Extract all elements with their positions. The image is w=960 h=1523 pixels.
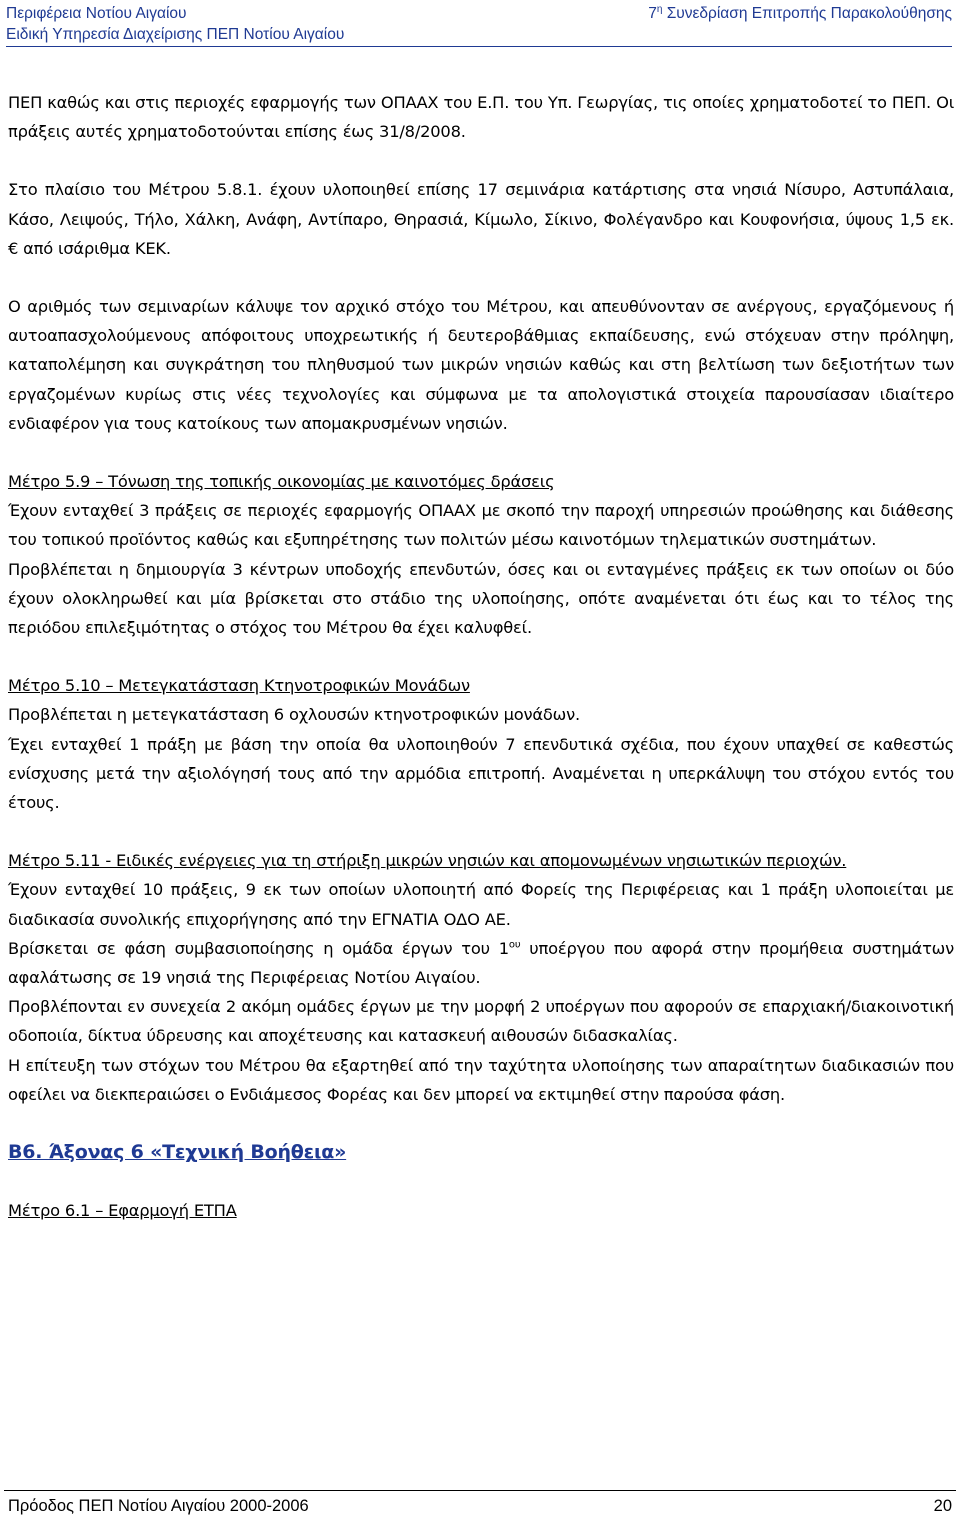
paragraph-5-9-centers: Προβλέπεται η δημιουργία 3 κέντρων υποδοχής επενδυτών, όσες και οι ενταγμένες πράξεις εκ των οποίων οι δύο έχουν ολοκληρωθεί και μία βρίσκεται στο στάδιο της υλοποίησης, οπότε αναμένεται ότι έως και το τέλος της περιόδου επιλεξιμότητας ο στόχος του Μέτρου θα έχει καλυφθεί. [8, 559, 954, 638]
footer-title: Πρόοδος ΠΕΠ Νοτίου Αιγαίου 2000-2006 [8, 1497, 309, 1515]
page-header [0, 0, 960, 46]
heading-measure-5-11: Μέτρο 5.11 - Ειδικές ενέργειες για τη στήριξη μικρών νησιών και απομονωμένων νησιωτικών περιοχών. [8, 851, 847, 871]
paragraph-measure-5-8-1: Στο πλαίσιο του Μέτρου 5.8.1. έχουν υλοποιηθεί επίσης 17 σεμινάρια κατάρτισης στα νησιά Νίσυρο, Αστυπάλαια, Κάσο, Λειψούς, Τήλο, Χάλκη, Ανάφη, Αντίπαρο, Θηρασιά, Κίμωλο, Σίκινο, Φολέγανδρο και Κουφονήσια, ύψους 1,5 εκ. € από ισάριθμα ΚΕΚ. [8, 180, 954, 258]
header-meeting-title: Συνεδρίαση Επιτροπής Παρακολούθησης [662, 5, 952, 22]
desalination-text-b: υποέργου που αφορά στην προμήθεια συστημάτων αφαλάτωσης σε 19 νησιά της Περιφέρειας Νοτίου Αιγαίου. [8, 938, 954, 988]
header-meeting-number: 7 [648, 5, 657, 22]
paragraph-5-11-desalination [8, 934, 954, 992]
paragraph-5-11-outlook: Η επίτευξη των στόχων του Μέτρου θα εξαρτηθεί από την ταχύτητα υλοποίησης των απαραίτητων διαδικασιών που οφείλει να διεκπεραιώσει ο Ενδιάμεσος Φορέας και δεν μπορεί να εκτιμηθεί στην παρούσα φάση. [8, 1055, 954, 1104]
ordinal-suffix: ου [508, 939, 521, 951]
header-meeting [648, 3, 952, 24]
paragraph-5-10-action: Έχει ενταχθεί 1 πράξη με βάση την οποία θα υλοποιηθούν 7 επενδυτικά σχέδια, που έχουν υπαχθεί σε καθεστώς ενίσχυσης μετά την αξιολόγησή τους από την αρμόδια επιτροπή. Αναμένεται η υπερκάλυψη του στόχου εντός του έτους. [8, 734, 954, 813]
header-meeting-suffix: η [656, 3, 663, 15]
header-region: Περιφέρεια Νοτίου Αιγαίου [6, 5, 187, 22]
document-body [8, 88, 954, 1226]
header-agency: Ειδική Υπηρεσία Διαχείρισης ΠΕΠ Νοτίου Αιγαίου [6, 26, 345, 43]
heading-measure-5-9: Μέτρο 5.9 – Τόνωση της τοπικής οικονομίας με καινοτόμες δράσεις [8, 472, 555, 492]
paragraph-intro-continued: ΠΕΠ καθώς και στις περιοχές εφαρμογής των ΟΠΑΑΧ του Ε.Π. του Υπ. Γεωργίας, τις οποίες χρηματοδοτεί το ΠΕΠ. Οι πράξεις αυτές χρηματοδοτούνται επίσης έως 31/8/2008. [8, 93, 954, 142]
paragraph-5-10-relocation: Προβλέπεται η μετεγκατάσταση 6 οχλουσών κτηνοτροφικών μονάδων. [8, 705, 580, 725]
heading-axis-6: Β6. Άξονας 6 «Τεχνική Βοήθεια» [8, 1141, 347, 1164]
footer-divider [4, 1490, 956, 1491]
heading-measure-6-1: Μέτρο 6.1 – Εφαρμογή ΕΤΠΑ [8, 1201, 237, 1221]
paragraph-5-11-groups: Προβλέπονται εν συνεχεία 2 ακόμη ομάδες έργων με την μορφή 2 υποέργων που αφορούν σε επαρχιακή/διακοινοτική οδοποιία, δίκτυα ύδρευσης και αποχέτευσης και κατασκευή αιθουσών διδασκαλίας. [8, 997, 954, 1046]
header-left [6, 3, 344, 45]
desalination-text-a: Βρίσκεται σε φάση συμβασιοποίησης η ομάδα έργων του 1 [8, 938, 509, 958]
page-footer [0, 1490, 960, 1523]
paragraph-seminars: Ο αριθμός των σεμιναρίων κάλυψε τον αρχικό στόχο του Μέτρου, και απευθύνονταν σε ανέργους, εργαζόμενους ή αυτοαπασχολούμενους απόφοιτους υποχρεωτικής ή δευτεροβάθμιας εκπαίδευσης, ενώ στόχευαν στην πρόληψη, καταπολέμηση και συγκράτηση του πληθυσμού των μικρών νησιών καθώς και στη βελτίωση των δεξιοτήτων των εργαζομένων κυρίως στις νέες τεχνολογίες και σύμφωνα με τα απολογιστικά στοιχεία παρουσίασαν ιδιαίτερο ενδιαφέρον για τους κατοίκους των απομακρυσμένων νησιών. [8, 297, 954, 433]
paragraph-5-9-actions: Έχουν ενταχθεί 3 πράξεις σε περιοχές εφαρμογής ΟΠΑΑΧ με σκοπό την παροχή υπηρεσιών προώθησης και διάθεσης του τοπικού προϊόντος καθώς και εξυπηρέτησης των πολιτών μέσω καινοτόμων τηλεματικών συστημάτων. [8, 501, 954, 550]
paragraph-5-11-actions: Έχουν ενταχθεί 10 πράξεις, 9 εκ των οποίων υλοποιητή από Φορείς της Περιφέρειας και 1 πράξη υλοποιείται με διαδικασία συνολικής επιχορήγησης από την ΕΓΝΑΤΙΑ ΟΔΟ ΑΕ. [8, 880, 954, 929]
header-divider [6, 46, 952, 47]
page-number: 20 [933, 1497, 952, 1515]
heading-measure-5-10: Μέτρο 5.10 – Μετεγκατάσταση Κτηνοτροφικών Μονάδων [8, 676, 470, 696]
